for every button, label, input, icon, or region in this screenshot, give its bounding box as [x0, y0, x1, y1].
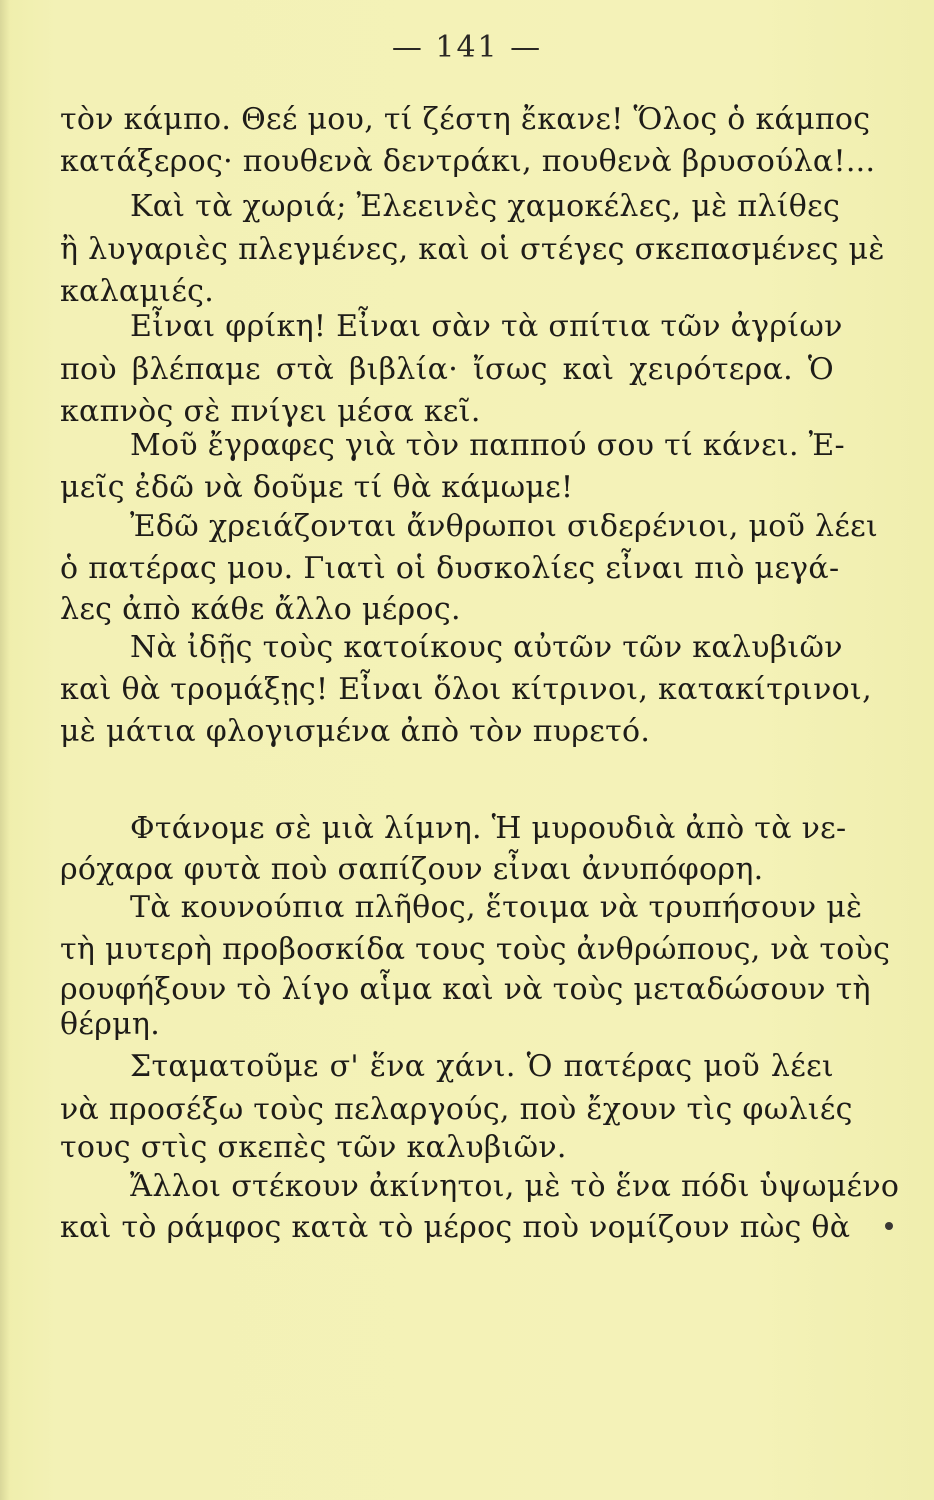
- text-line: ρόχαρα φυτὰ ποὺ σαπίζουν εἶναι ἀνυπόφορη.: [60, 852, 764, 887]
- text-line: θέρμη.: [60, 1007, 161, 1042]
- text-line: Νὰ ἰδῇς τοὺς κατοίκους αὐτῶν τῶν καλυβιῶν: [130, 630, 843, 665]
- text-line: ποὺ βλέπαμε στὰ βιβλία· ἴσως καὶ χειρότερα. Ὁ: [60, 352, 834, 387]
- text-line: Μοῦ ἔγραφες γιὰ τὸν παππού σου τί κάνει. Ἐ-: [130, 428, 845, 463]
- page-number: — 141 —: [391, 30, 543, 65]
- page-binding-edge: [0, 0, 10, 1500]
- text-line: Καὶ τὰ χωριά; Ἐλεεινὲς χαμοκέλες, μὲ πλίθες: [130, 189, 841, 224]
- text-line: Σταματοῦμε σ' ἕνα χάνι. Ὁ πατέρας μοῦ λέει: [130, 1049, 834, 1084]
- ink-speck: [885, 1222, 893, 1230]
- text-line: κατάξερος· πουθενὰ δεντράκι, πουθενὰ βρυσούλα!...: [60, 144, 876, 179]
- text-line: ἢ λυγαριὲς πλεγμένες, καὶ οἱ στέγες σκεπασμένες μὲ: [60, 232, 885, 267]
- text-line: Εἶναι φρίκη! Εἶναι σὰν τὰ σπίτια τῶν ἀγρίων: [130, 309, 843, 344]
- text-line: μὲ μάτια φλογισμένα ἀπὸ τὸν πυρετό.: [60, 714, 651, 749]
- text-line: καπνὸς σὲ πνίγει μέσα κεῖ.: [60, 394, 481, 429]
- text-line: Ἐδῶ χρειάζονται ἄνθρωποι σιδερένιοι, μοῦ λέει: [130, 509, 879, 544]
- text-line: μεῖς ἐδῶ νὰ δοῦμε τί θὰ κάμωμε!: [60, 470, 574, 505]
- text-line: ὁ πατέρας μου. Γιατὶ οἱ δυσκολίες εἶναι πιὸ μεγά-: [60, 551, 840, 586]
- text-line: λες ἀπὸ κάθε ἄλλο μέρος.: [60, 592, 461, 627]
- text-line: καὶ τὸ ράμφος κατὰ τὸ μέρος ποὺ νομίζουν πὼς θὰ: [60, 1210, 851, 1245]
- text-line: καὶ θὰ τρομάξῃς! Εἶναι ὅλοι κίτρινοι, κατακίτρινοι,: [60, 672, 872, 707]
- text-line: τους στὶς σκεπὲς τῶν καλυβιῶν.: [60, 1130, 567, 1165]
- text-line: Τὰ κουνούπια πλῆθος, ἕτοιμα νὰ τρυπήσουν μὲ: [130, 890, 863, 925]
- text-line: Φτάνομε σὲ μιὰ λίμνη. Ἡ μυρουδιὰ ἀπὸ τὰ νε-: [130, 811, 847, 846]
- text-line: Ἄλλοι στέκουν ἀκίνητοι, μὲ τὸ ἕνα πόδι ὑψωμένο: [130, 1169, 900, 1204]
- text-line: τὴ μυτερὴ προβοσκίδα τους τοὺς ἀνθρώπους, νὰ τοὺς: [60, 932, 891, 967]
- text-line: καλαμιές.: [60, 274, 215, 309]
- text-line: τὸν κάμπο. Θεέ μου, τί ζέστη ἔκανε! Ὅλος ὁ κάμπος: [60, 102, 871, 137]
- text-line: ρουφήξουν τὸ λίγο αἷμα καὶ νὰ τοὺς μεταδώσουν τὴ: [60, 972, 871, 1007]
- text-line: νὰ προσέξω τοὺς πελαργούς, ποὺ ἔχουν τὶς φωλιές: [60, 1092, 853, 1127]
